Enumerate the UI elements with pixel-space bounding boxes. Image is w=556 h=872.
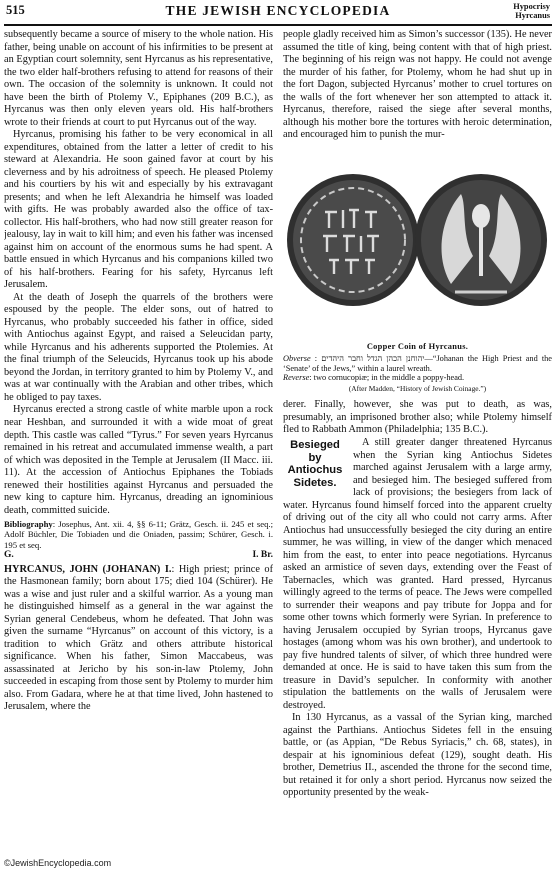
marginal-heading-line: Sidetes. [293, 476, 337, 489]
poppy-stem [479, 226, 483, 276]
paragraph: subsequently became a source of misery to the whole nation. His father, being unable on account of his infirmities to be present at an Egyptian court solemnity, sent Hyrcanus as his representative, the two elder half-brothers refusing to attend for reasons of their own. The occasion of the solemnity is unknown. It could not have been the birth of Ptolemy V., Epiphanes (209 B.C.), as Hyrcanus was then only eleven years old. His half-brothers wrote to their friends at court to put Hyrcanus out of the way. [4, 29, 273, 128]
left-column [4, 29, 273, 857]
coin-reverse [415, 174, 547, 306]
article-heading: HYRCANUS, JOHN (JOHANAN) I. [4, 563, 172, 575]
coin-illustration [283, 144, 552, 340]
marginal-heading-line: Antiochus [287, 464, 343, 476]
page-header [4, 2, 552, 26]
page-number: 515 [6, 3, 25, 17]
paragraph: Hyrcanus, promising his father to be very economical in all expenditures, obtained from the latter a letter of credit to his steward at Alexandria. He soon gained favor at court by his cleverness and by his adroitness of speech. He pleased Ptolemy and his courtiers by his wit and especially by his extravagant presents; and when he left Alexandria he himself was loaded with gifts. He was probably awarded also the office of tax-collector. His half-brothers, who had now still greater reason for jealousy, lay in wait to kill him; and even his father was incensed against him on account of the enormous sums he had spent. A battle ensued in which Hyrcanus and his companions killed two of his half-brothers. Fearing for his safety, Hyrcanus left Jerusalem. [4, 129, 273, 291]
reverse-text: : two cornucopiæ; in the middle a poppy-head. [309, 373, 465, 383]
running-head-first: Hypocrisy [513, 2, 550, 11]
running-head-last: Hyrcanus [515, 11, 550, 21]
right-column [283, 29, 552, 857]
coin-obverse-face [293, 180, 413, 300]
figure-caption-obverse: Obverse : יהוחנן הכהן הגדל וחבר היהדים—“Johanan the High Priest and the ‘Senate’ of the Jews,” within a laurel wreath. [283, 354, 552, 373]
figure-caption-reverse [283, 373, 552, 383]
marginal-heading-line: Besieged [290, 439, 340, 451]
obverse-text: —“Johanan the High Priest and the ‘Senate’ of the Jews,” within a laurel wreath. [283, 354, 552, 373]
site-footer: ©JewishEncyclopedia.com [4, 858, 112, 868]
coin-obverse [287, 174, 419, 306]
coin-figure [283, 144, 552, 340]
marginal-heading-line: by [308, 451, 322, 464]
running-head-words [513, 2, 550, 20]
obverse-label: Obverse [283, 354, 311, 364]
obverse-hebrew: יהוחנן הכהן הגדל וחבר היהדים [321, 354, 425, 364]
paragraph: In 130 Hyrcanus, as a vassal of the Syrian king, marched against the Parthians. Antiochus Sidetes fell in the ensuing battle, or (as Appian, “De Rebus Syriacis,” ch. 68, states), in despair at his ignominious defeat (129), sought death. His brother, Demetrius II., ascended the throne for the second time, but retained it for only a short period. Hyrcanus now seized the opportunity presented by the weak- [283, 712, 552, 799]
paragraph: derer. Finally, however, she was put to death, as was, presumably, an imprisoned brother also; while Ptolemy himself fled to Rabbath Ammon (Philadelphia; 135 B.C.). [283, 399, 552, 436]
figure-title: Copper Coin of Hyrcanus. [366, 341, 469, 351]
article-text: : High priest; prince of the Hasmonean family; born about 175; died 104 (Schürer). He was a wise and just ruler and a skilful warrior. As a young man he distinguished himself as a general in the war against the Syrian general Cendebeus, whom he defeated. That John was given the surname “Hyrcanus” on account of this victory, is a tradition to which Grätz and others attribute historical significance. When his father, Simon Maccabeus, was assassinated at Jericho by his son-in-law Ptolemy, John succeeded in escaping from those sent by Ptolemy to murder him also. From Gadara, where he at that time lived, John hastened to Jerusalem, where the [4, 563, 273, 713]
signature-right: I. Br. [252, 549, 273, 560]
figure-source: (After Madden, “History of Jewish Coinage.”) [348, 383, 487, 393]
paragraph: At the death of Joseph the quarrels of the brothers were espoused by the people. The elder sons, out of hatred to Hyrcanus, who probably succeeded his father in office, sided with Antiochus against Egypt, and raised a Seleucidan party, while Hyrcanus and his adherents supported the Ptolemies. At the final triumph of the Seleucids, Hyrcanus took up his abode beyond the Jordan, in territory granted to him by Ptolemy V., and was at war continually with the Arabian and other tribes, which he obliged to pay taxes. [4, 291, 273, 403]
paragraph: Hyrcanus erected a strong castle of white marble upon a rock near Heshban, and surrounded it with a wide moat of great depth. This castle was called “Tyrus.” For seven years Hyrcanus remained in his retreat and accumulated immense wealth, a part of which was deposited in the Temple at Jerusalem (II Macc. iii. 11). At the accession of Antiochus Epiphanes the Tobiads renewed their hostilities against Hyrcanus and persuaded the new king to capture him. Hyrcanus, dreading an ignominious death, committed suicide. [4, 404, 273, 516]
marginal-heading [283, 439, 347, 489]
paragraph: A still greater danger threatened Hyrcanus when the Syrian king Antiochus Sidetes marched against Jerusalem with a large army, and besieged him. The besieged suffered from lack of provisions; the besiegers from lack of water. Hyrcanus found himself forced into the apparent cruelty of driving out of the city all who could not carry arms. After Antiochus had unsuccessfully besieged the city during an entire summer, he was willing, in view of the danger which menaced him from the east, to enter into peace negotiations. Hyrcanus asked an armistice of seven days, extending over the Feast of Tabernacles, which was granted. Hard pressed, Hyrcanus willingly agreed to the terms of peace. The Jews were compelled to surrender their weapons and pay tribute for Joppa and for some other towns which formerly were Syrian. In preference to having Jerusalem occupied by Syrian troops, Hyrcanus gave hostages (among whom was his own brother), and undertook to pay five hundred talents of silver, of which three hundred were demanded at once. He is said to have taken this sum from the treasure in David’s sepulcher. In conformity with another stipulation the battlements on the walls of Jerusalem were destroyed. [283, 437, 552, 711]
poppy-head [472, 204, 490, 228]
running-title: THE JEWISH ENCYCLOPEDIA [165, 3, 391, 18]
bibliography-label: Bibliography [4, 519, 53, 530]
paragraph: people gladly received him as Simon’s successor (135). He never assumed the title of king, being content with that of high priest. The beginning of his reign was not happy. He could not avenge the murder of his father, for Ptolemy, whom he had shut up in the fort Dagon, subjected Hyrcanus’ mother to cruel tortures on the walls of the fort whenever her son attempted to attack it. Hyrcanus, therefore, raised the siege after several months, although his mother bore the tortures with heroic determination, and encouraged him to punish the mur- [283, 29, 552, 141]
bibliography-signatures [4, 550, 273, 561]
bibliography-text: : Josephus, Ant. xii. 4, §§ 6-11; Grätz, Gesch. ii. 245 et seq.; Adolf Büchler, Die Tobiaden und die Oniaden, passim; Schürer, Gesch. i. 195 et seq. [4, 519, 273, 550]
signature-left: G. [4, 549, 14, 560]
article-start [4, 564, 273, 714]
bibliography [4, 519, 273, 550]
reverse-label: Reverse [283, 373, 310, 383]
